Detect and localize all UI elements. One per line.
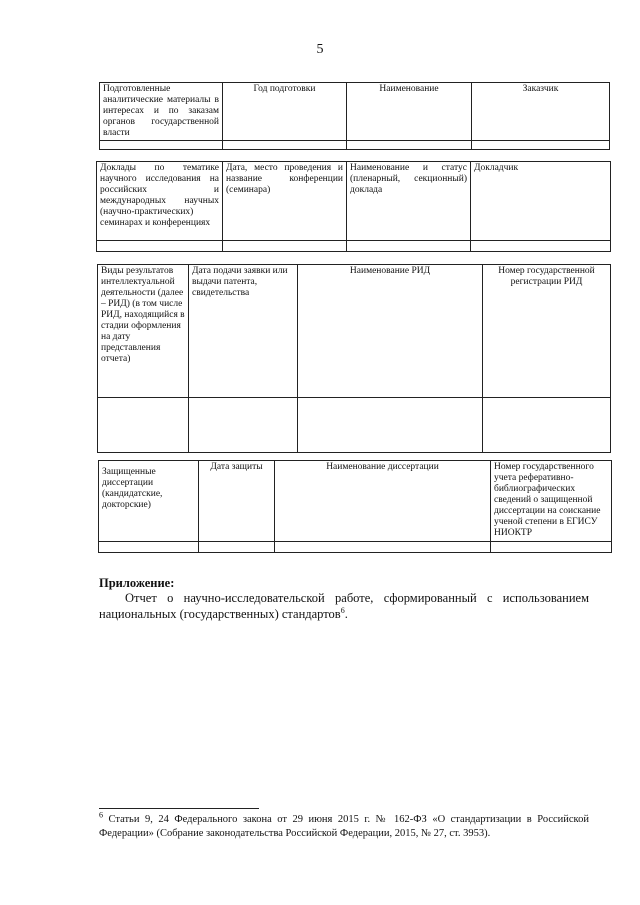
header-dissertation-name: Наименование диссертации [275, 461, 491, 542]
header-preparation-year: Год подготовки [223, 83, 347, 141]
footnote-text: Статьи 9, 24 Федерального закона от 29 июня 2015 г. № 162-ФЗ «О стандартизации в Российской Федерации» (Собрание законодательства Российской Федерации, 2015, № 27, ст. 3953). [99, 814, 589, 839]
table-cell[interactable] [347, 241, 471, 252]
header-defense-date: Дата защиты [199, 461, 275, 542]
table-cell[interactable] [298, 398, 483, 453]
appendix-title: Приложение: [99, 576, 175, 590]
header-customer: Заказчик [472, 83, 610, 141]
conference-reports-table [96, 161, 611, 252]
header-speaker: Докладчик [471, 162, 611, 241]
dissertations-table [98, 460, 612, 553]
header-patent-date: Дата подачи заявки или выдачи патента, свидетельства [189, 265, 298, 398]
table-cell[interactable] [491, 542, 612, 553]
header-rid-name: Наименование РИД [298, 265, 483, 398]
header-name: Наименование [347, 83, 472, 141]
table-cell[interactable] [100, 141, 223, 150]
analytical-materials-table [99, 82, 610, 150]
header-rid-types: Виды результатов интеллектуальной деятельности (далее – РИД) (в том числе РИД, находящийся в стадии оформления на дату представления отчета) [98, 265, 189, 398]
intellectual-property-table [97, 264, 611, 453]
appendix-body: Отчет о научно-исследовательской работе, сформированный с использованием национальных (государственных) стандартов [99, 591, 589, 621]
header-rid-registration-number: Номер государственной регистрации РИД [483, 265, 611, 398]
table-cell[interactable] [472, 141, 610, 150]
table-cell[interactable] [97, 241, 223, 252]
footnote-reference[interactable]: 6 [340, 605, 345, 615]
header-conference-date-place: Дата, место проведения и название конференции (семинара) [223, 162, 347, 241]
table-cell[interactable] [98, 398, 189, 453]
table-cell[interactable] [471, 241, 611, 252]
header-defended-dissertations: Защищенные диссертации (кандидатские, докторские) [99, 461, 199, 542]
footnote-mark: 6 [99, 810, 103, 820]
table-cell[interactable] [199, 542, 275, 553]
table-cell[interactable] [275, 542, 491, 553]
header-egisu-registration-number: Номер государственного учета реферативно-библиографических сведений о защищенной диссертации на соискание ученой степени в ЕГИСУ НИОКТР [491, 461, 612, 542]
table-cell[interactable] [223, 141, 347, 150]
header-report-name-status: Наименование и статус (пленарный, секционный) доклада [347, 162, 471, 241]
table-cell[interactable] [347, 141, 472, 150]
header-conference-reports: Доклады по тематике научного исследования на российских и международных научных (научно-практических) семинарах и конференциях [97, 162, 223, 241]
appendix-text [99, 590, 589, 622]
appendix-period: . [344, 607, 348, 621]
table-cell[interactable] [223, 241, 347, 252]
table-cell[interactable] [189, 398, 298, 453]
page-number: 5 [316, 42, 324, 57]
footnote-divider [99, 808, 259, 809]
header-analytical-materials: Подготовленные аналитические материалы в интересах и по заказам органов государственной власти [100, 83, 223, 141]
footnote [99, 810, 589, 841]
table-cell[interactable] [99, 542, 199, 553]
table-cell[interactable] [483, 398, 611, 453]
